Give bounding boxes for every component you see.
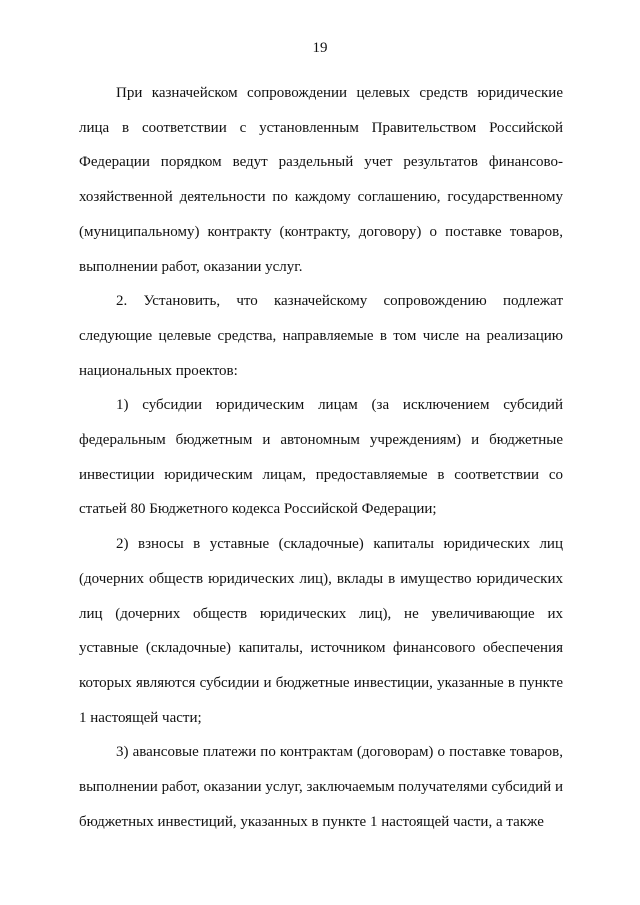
paragraph-subitem-3-advance-payments: 3) авансовые платежи по контрактам (договорам) о поставке товаров, выполнении работ, оказании услуг, заключаемым получателями субсидий и бюджетных инвестиций, указанных в пункте 1 настоящей части, а также bbox=[79, 744, 563, 830]
page-number: 19 bbox=[312, 40, 328, 56]
paragraph-item-2-intro: 2. Установить, что казначейскому сопровождению подлежат следующие целевые средства, направляемые в том числе на реализацию национальных проектов: bbox=[79, 293, 563, 379]
paragraph-subitem-2-contributions: 2) взносы в уставные (складочные) капиталы юридических лиц (дочерних обществ юридических лиц), вклады в имущество юридических лиц (дочерних обществ юридических лиц), не увеличивающие их уставные (складочные) капиталы, источником финансового обеспечения которых являются субсидии и бюджетные инвестиции, указанные в пункте 1 настоящей части; bbox=[79, 536, 563, 726]
paragraph-subitem-1-subsidies: 1) субсидии юридическим лицам (за исключением субсидий федеральным бюджетным и автономным учреждениям) и бюджетные инвестиции юридическим лицам, предоставляемые в соответствии со статьей 80 Бюджетного кодекса Российской Федерации; bbox=[79, 397, 563, 518]
document-body bbox=[79, 76, 563, 839]
paragraph-treasury-accounting: При казначейском сопровождении целевых средств юридические лица в соответствии с установленным Правительством Российской Федерации порядком ведут раздельный учет результатов финансово-хозяйственной деятельности по каждому соглашению, государственному (муниципальному) контракту (контракту, договору) о поставке товаров, выполнении работ, оказании услуг. bbox=[79, 85, 563, 275]
